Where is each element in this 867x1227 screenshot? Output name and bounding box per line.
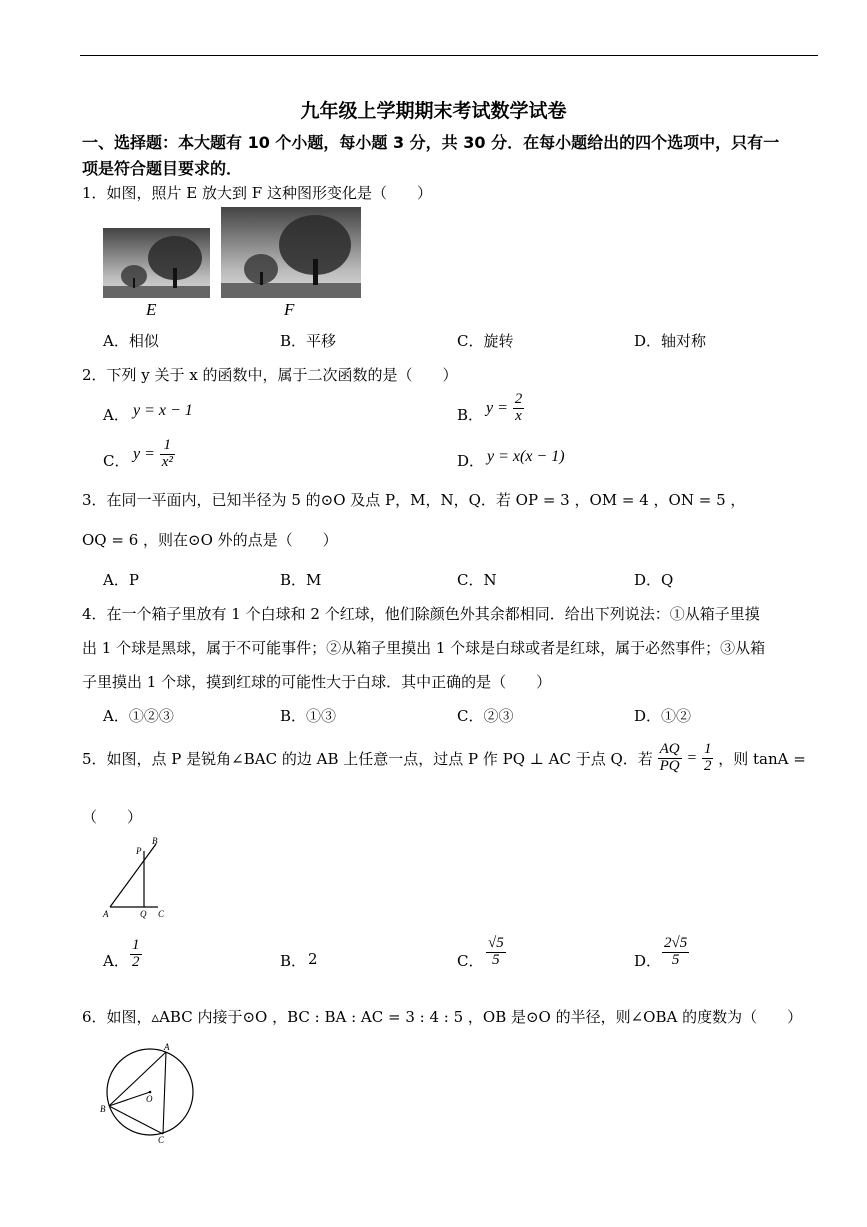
q6-label-o: O bbox=[146, 1094, 153, 1104]
q2-option-c-den: x² bbox=[161, 453, 173, 470]
q3-option-a: A．P bbox=[103, 571, 139, 589]
q5-option-d-frac bbox=[662, 936, 689, 969]
q5-option-b-value: 2 bbox=[308, 950, 318, 968]
q1-option-c: C．旋转 bbox=[457, 332, 514, 350]
q4-line3: 子里摸出 1 个球，摸到红球的可能性大于白球．其中正确的是（ ） bbox=[82, 673, 552, 691]
caption-f: F bbox=[284, 300, 295, 319]
q6-label-c: C bbox=[158, 1135, 165, 1144]
q4-option-d: D．①② bbox=[634, 707, 692, 725]
q5-option-c-den: 5 bbox=[492, 951, 500, 968]
q2-option-b-num: 2 bbox=[514, 391, 523, 407]
q3-option-d: D．Q bbox=[634, 571, 674, 589]
q5-half-num: 1 bbox=[703, 741, 712, 757]
q5-option-a-label: A． bbox=[103, 952, 129, 970]
q5-option-c-frac bbox=[486, 936, 506, 969]
q5-option-a-num: 1 bbox=[132, 937, 140, 953]
q2-option-d-label: D． bbox=[457, 452, 485, 470]
q3-option-b: B．M bbox=[280, 571, 322, 589]
q1-option-d: D．轴对称 bbox=[634, 332, 707, 350]
caption-e: E bbox=[146, 300, 157, 319]
q2-option-c-lhs: y = bbox=[133, 445, 155, 463]
q6-label-a: A bbox=[164, 1042, 170, 1052]
header-rule bbox=[80, 55, 818, 56]
q5-option-a-den: 2 bbox=[132, 953, 140, 970]
q1-option-b: B．平移 bbox=[280, 332, 337, 350]
q3-option-c: C．N bbox=[457, 571, 497, 589]
q2-option-a-label: A． bbox=[103, 406, 129, 424]
q5-option-a-frac bbox=[130, 938, 142, 971]
q2-option-d-expr: y = x(x − 1) bbox=[487, 448, 565, 465]
q4-line1: 4．在一个箱子里放有 1 个白球和 2 个红球，他们除颜色外其余都相同．给出下列说法：①从箱子里摸 bbox=[82, 605, 760, 623]
q2-option-c-label: C． bbox=[103, 452, 130, 470]
q5-stem-b: ，则 tanA = bbox=[718, 749, 806, 768]
q5-figure bbox=[100, 834, 170, 922]
q2-option-b-expr bbox=[486, 392, 524, 425]
q2-option-b-den: x bbox=[515, 407, 522, 424]
photo-e bbox=[103, 228, 210, 298]
q4-option-a: A．①②③ bbox=[103, 707, 174, 725]
q1-stem: 1．如图，照片 E 放大到 F 这种图形变化是（ ） bbox=[82, 184, 432, 202]
q4-option-b: B．①③ bbox=[280, 707, 337, 725]
q5-option-d-den: 5 bbox=[671, 951, 680, 968]
q5-option-b-label: B． bbox=[280, 952, 307, 970]
q2-option-a-expr: y = x − 1 bbox=[133, 402, 193, 419]
section-heading-line1: 一、选择题：本大题有 10 个小题，每小题 3 分，共 30 分．在每小题给出的四个选项中，只有一 bbox=[82, 133, 780, 152]
q5-frac-den: PQ bbox=[659, 757, 680, 774]
section-heading-line2: 项是符合题目要求的． bbox=[82, 159, 243, 178]
q6-figure bbox=[100, 1040, 200, 1144]
q5-option-c-label: C． bbox=[457, 952, 484, 970]
q5-frac-num: AQ bbox=[659, 741, 680, 757]
q2-stem: 2．下列 y 关于 x 的函数中，属于二次函数的是（ ） bbox=[82, 366, 458, 384]
q4-option-c: C．②③ bbox=[457, 707, 514, 725]
q2-option-c-expr bbox=[133, 438, 175, 471]
q5-label-b: B bbox=[152, 836, 158, 846]
page-title: 九年级上学期期末考试数学试卷 bbox=[300, 100, 567, 122]
q3-line2: OQ = 6 ，则在⊙O 外的点是（ ） bbox=[82, 531, 338, 549]
q5-option-d-label: D． bbox=[634, 952, 662, 970]
q5-label-q: Q bbox=[140, 909, 147, 919]
q3-line1: 3．在同一平面内，已知半径为 5 的⊙O 及点 P，M，N，Q．若 OP = 3 ，OM = 4 ，ON = 5 ， bbox=[82, 491, 746, 509]
q2-option-b-lhs: y = bbox=[486, 399, 508, 417]
q6-label-b: B bbox=[100, 1104, 106, 1114]
q5-label-a: A bbox=[103, 909, 109, 919]
q5-eq: = bbox=[686, 749, 698, 767]
q5-half-den: 2 bbox=[703, 757, 712, 774]
q5-label-p: P bbox=[136, 846, 142, 856]
q5-option-c-num: √5 bbox=[488, 935, 504, 951]
q2-option-b-label: B． bbox=[457, 406, 484, 424]
q5-paren: （ ） bbox=[82, 808, 143, 826]
q5-option-d-num: 2√5 bbox=[664, 935, 688, 951]
q1-option-a: A．相似 bbox=[103, 332, 159, 350]
q5-stem-a: 5．如图，点 P 是锐角∠BAC 的边 AB 上任意一点，过点 P 作 PQ ⊥ AC 于点 Q．若 bbox=[82, 749, 653, 768]
q6-stem: 6．如图，▵ABC 内接于⊙O ，BC : BA : AC = 3 : 4 : 5 ，OB 是⊙O 的半径，则∠OBA 的度数为（ ） bbox=[82, 1008, 803, 1026]
q2-option-c-num: 1 bbox=[160, 438, 175, 455]
q5-label-c: C bbox=[158, 909, 165, 919]
q4-line2: 出 1 个球是黑球，属于不可能事件；②从箱子里摸出 1 个球是白球或者是红球，属于必然事件；③从箱 bbox=[82, 639, 766, 657]
q5-stem bbox=[82, 742, 806, 775]
photo-f bbox=[221, 207, 361, 298]
